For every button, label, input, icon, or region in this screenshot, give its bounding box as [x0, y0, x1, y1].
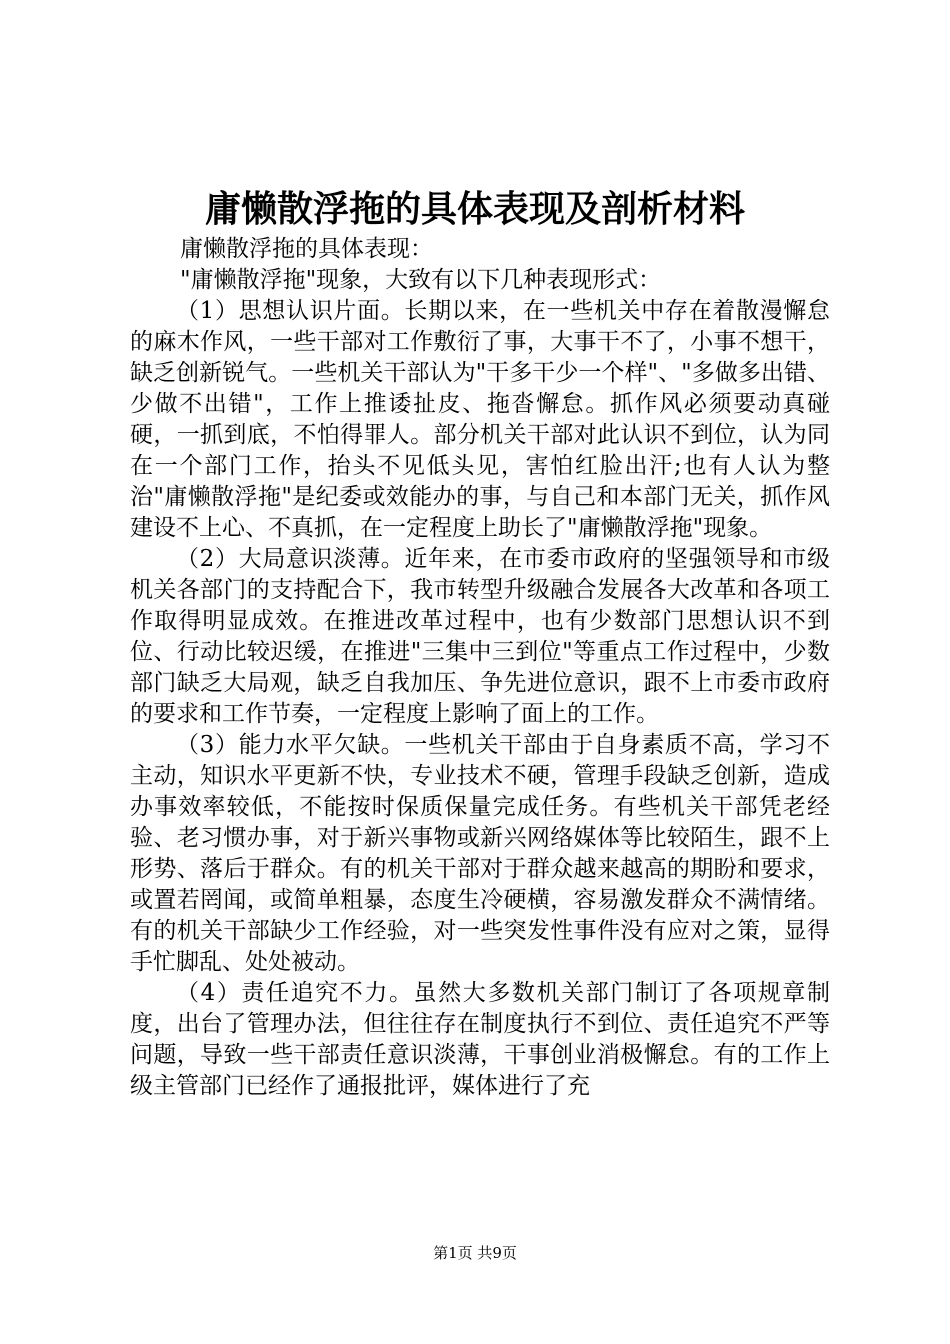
paragraph-3: （3）能力水平欠缺。一些机关干部由于自身素质不高，学习不主动，知识水平更新不快，专业技术不硬，管理手段缺乏创新，造成办事效率较低，不能按时保质保量完成任务。有些机关干部凭老经验、老习惯办事，对于新兴事物或新兴网络媒体等比较陌生，跟不上形势、落后于群众。有的机关干部对于群众越来越高的期盼和要求，或置若罔闻，或简单粗暴，态度生冷硬横，容易激发群众不满情绪。有的机关干部缺少工作经验，对一些突发性事件没有应对之策，显得手忙脚乱、处处被动。: [130, 732, 830, 975]
paragraph-1: （1）思想认识片面。长期以来，在一些机关中存在着散漫懈怠的麻木作风，一些干部对工作敷衍了事，大事干不了，小事不想干，缺乏创新锐气。一些机关干部认为"干多干少一个样"、"多做多出错、少做不出错"，工作上推诿扯皮、拖沓懈怠。抓作风必须要动真碰硬，一抓到底，不怕得罪人。部分机关干部对此认识不到位，认为同在一个部门工作，抬头不见低头见，害怕红脸出汗;也有人认为整治"庸懒散浮拖"是纪委或效能办的事，与自己和本部门无关，抓作风建设不上心、不真抓，在一定程度上助长了"庸懒散浮拖"现象。: [130, 298, 830, 541]
intro-heading: 庸懒散浮拖的具体表现：: [180, 236, 433, 262]
paragraph-2: （2）大局意识淡薄。近年来，在市委市政府的坚强领导和市级机关各部门的支持配合下，我市转型升级融合发展各大改革和各项工作取得明显成效。在推进改革过程中，也有少数部门思想认识不到位、行动比较迟缓，在推进"三集中三到位"等重点工作过程中，少数部门缺乏大局观，缺乏自我加压、争先进位意识，跟不上市委市政府的要求和工作节奏，一定程度上影响了面上的工作。: [130, 546, 830, 727]
paragraph-4: （4）责任追究不力。虽然大多数机关部门制订了各项规章制度，出台了管理办法，但往往存在制度执行不到位、责任追究不严等问题，导致一些干部责任意识淡薄，干事创业消极懈怠。有的工作上级主管部门已经作了通报批评，媒体进行了充: [130, 980, 830, 1099]
page-footer: 第1页 共9页: [433, 1244, 517, 1262]
intro-line: "庸懒散浮拖"现象，大致有以下几种表现形式：: [180, 267, 662, 293]
document-body: [130, 234, 830, 1102]
document-title: 庸懒散浮拖的具体表现及剖析材料: [204, 188, 745, 230]
